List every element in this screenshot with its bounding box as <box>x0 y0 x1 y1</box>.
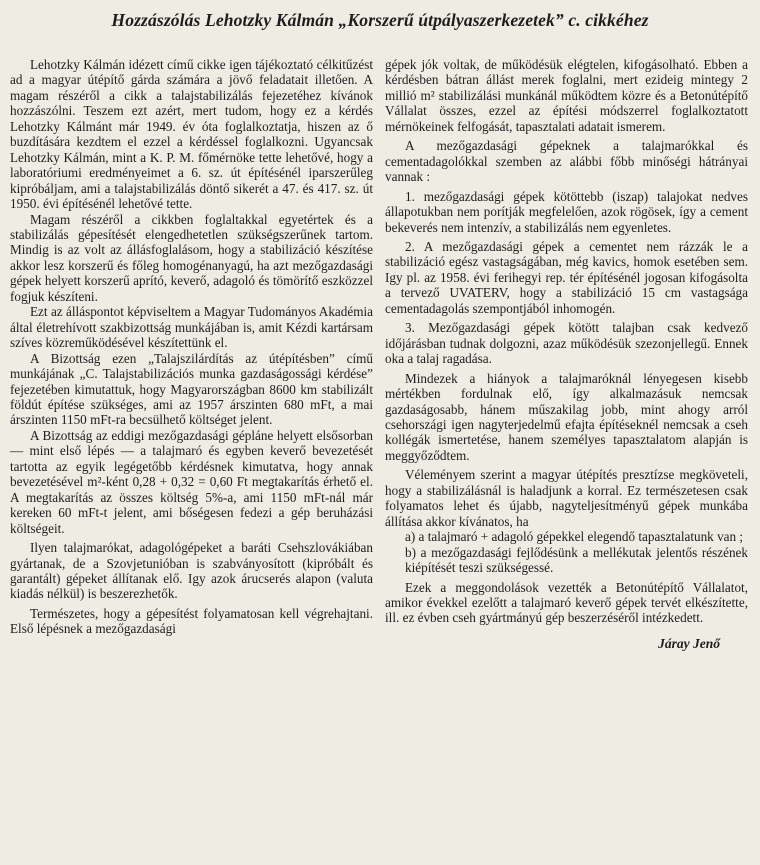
paragraph: gépek jók voltak, de működésük elégtelen, kifogásolható. Ebben a kérdésben bátran állást merek foglalni, mert ezideig mintegy 2 millió m² stabilizálási munkánál működtem közre és a Betonútépítő Vállalat összes, ezzel az építési módszerrel foglalkoztatott mérnökeinek felfogását, tapasztalati adatait ismerem. <box>385 57 748 134</box>
paragraph: A Bizottság az eddigi mezőgazdasági gépláne helyett elsősorban — mint első lépés — a talajmaró és egyben keverő bevezetését tartotta az egyik legégetőbb kérdésnek kimutatva, hogy annak bevezetésével m²-ként 0,28 + 0,32 = 0,60 Ft megtakarítás érhető el. A megtakarítás az összes költség 5%-a, ami 1150 mFt-nál már kereken 60 mFt-t jelent, ami bőségesen fedezi a gép beruházási költségeit. <box>10 427 373 536</box>
list-item: a) a talajmaró + adagoló gépekkel elegendő tapasztalatunk van ; <box>405 529 744 545</box>
list-item: 2. A mezőgazdasági gépek a cementet nem rázzák le a stabilizáció egész vastagságában, még kavics, homok esetében sem. Igy pl. az 1958. évi ferihegyi rep. tér építésénél jogosan kifogásolta a tervező UVATERV, hogy a stabilizáció 15 cm vastagsága cementadagolás szempontjából inhomogén. <box>385 238 748 316</box>
paragraph: Ezek a meggondolások vezették a Betonútépítő Vállalatot, amikor évekkel ezelőtt a talajmaró keverő gépek tervét elkészítette, ill. ez évben cseh gyártmányú gép beszerzéséről intézkedett. <box>385 579 748 626</box>
article-body <box>10 57 750 652</box>
paragraph: A mezőgazdasági gépeknek a talajmarókkal és cementadagolókkal szemben az alábbi főbb minőségi hátrányai vannak : <box>385 138 748 185</box>
right-column <box>385 57 748 652</box>
paragraph: Ezt az álláspontot képviseltem a Magyar Tudományos Akadémia által életrehívott szakbizottság munkájában is, amit Kézdi kartársam szíves közreműködésével készítettünk el. <box>10 304 373 351</box>
author-signature: Járay Jenő <box>658 635 720 651</box>
list-item: b) a mezőgazdasági fejlődésünk a mellékutak jelentős részének kiépítését teszi szükségessé. <box>405 544 748 576</box>
paragraph: Véleményem szerint a magyar útépítés presztízse megköveteli, hogy a stabilizálásnál is haladjunk a korral. Ez természetesen csak folyamatos lehet és újabb, nagyteljesítményű gépek munkába állítása akkor kívánatos, ha <box>385 467 748 529</box>
paragraph: Mindezek a hiányok a talajmaróknál lényegesen kisebb mértékben fordulnak elő, így alkalmazásuk nemcsak gazdaságosabb, hánem műszakilag jobb, mint ahogy arról csehországi igen nagyterjedelmű efajta építéseknél nemcsak a cseh kollégák ismertetése, hanem személyes tapasztalatom alapján is meggyőződtem. <box>385 370 748 463</box>
article-title: Hozzászólás Lehotzky Kálmán „Korszerű útpályaszerkezetek” c. cikkéhez <box>111 10 649 30</box>
paragraph: Magam részéről a cikkben foglaltakkal egyetértek és a stabilizálás gépesítését elengedhetetlen szükségszerűnek tartom. Mindig is az volt az állásfoglalásom, hogy a stabilizáció készítése akkor lesz korszerű és főleg homogénanyagú, ha azt mezőgazdasági gépek helyett korszerű aprító, keverő, adagoló és tömörítő eszközzel fogjuk készíteni. <box>10 211 373 304</box>
paragraph: Ilyen talajmarókat, adagológépeket a baráti Csehszlovákiában gyártanak, de a Szovjetunióban is szabványosított (kipróbált és garantált) gépeket állítanak elő. Igy azok árucserés alapon (valuta kiadás nélkül) is beszerezhetők. <box>10 540 373 602</box>
left-column <box>10 57 373 652</box>
list-item: 3. Mezőgazdasági gépek kötött talajban csak kedvező időjárásban tudnak dolgozni, azaz működésük szezonjellegű. Ennek oka a talaj ragadása. <box>385 320 748 367</box>
paragraph: Természetes, hogy a gépesítést folyamatosan kell végrehajtani. Első lépésnek a mezőgazdasági <box>10 605 373 637</box>
list-item: 1. mezőgazdasági gépek kötöttebb (iszap) talajokat nedves állapotukban nem porítják megfelelően, azok rögösek, így a cement bekeverés nem intenzív, a stabilizálás nem egyenletes. <box>385 188 748 235</box>
paragraph: Lehotzky Kálmán idézett című cikke igen tájékoztató célkitűzést ad a magyar útépítő gárda számára a jövő feladatait illetően. A magam részéről a cikk a talajstabilizálás fejezetéhez kívánok hozzászólni. Teszem ezt azért, mert tudom, hogy ez a kérdés Lehotzky Kálmánt már 1949. év óta foglalkoztatja, hiszen az ő buzdítására kezdtem el ezzel a kérdéssel foglalkozni. Ugyancsak Lehotzky Kálmán, mint a K. P. M. főmérnöke tette lehetővé, hogy a laboratóriumi eredményeimet a 6. sz. út építésénél iparszerűleg kipróbáljam, ami a talajstabilizálás döntő sikerét a 47. és 417. sz. út 1950. évi építésénél lehetővé tette. <box>10 57 373 212</box>
paragraph: A Bizottság ezen „Talajszilárdítás az útépítésben” című munkájának „C. Talajstabilizációs munka gazdaságossági kérdése” fejezetében kimutattuk, hogy Magyarországban 8600 km stabilizált földút építése szükséges, ami az 1957 árszinten 680 mFt, a mai árszinten 1150 mFt-ra becsülhető költséget jelent. <box>10 350 373 428</box>
